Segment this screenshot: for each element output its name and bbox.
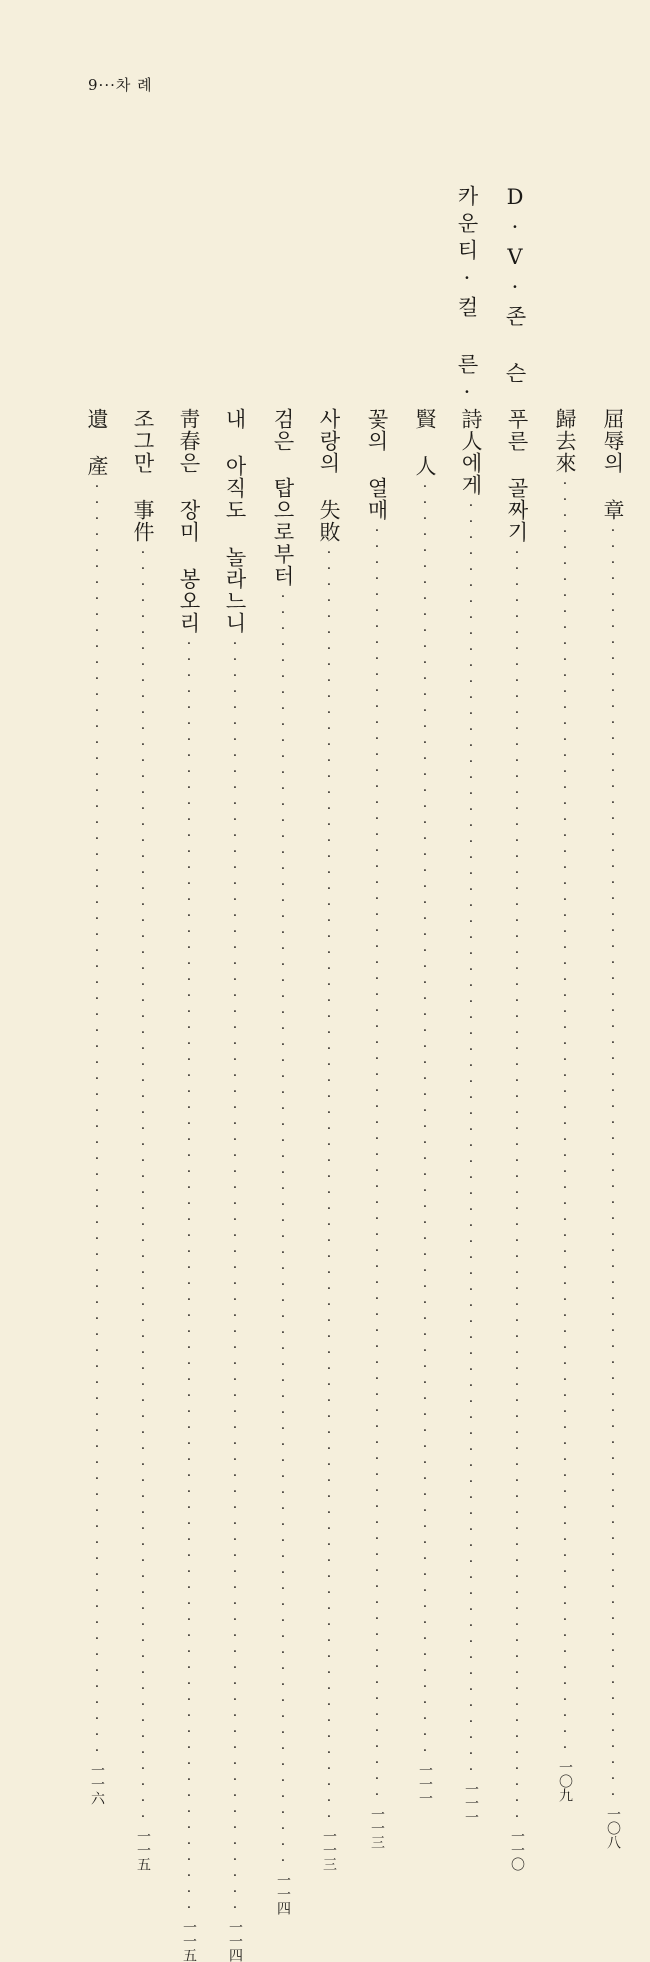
toc-entry-page: 一一六	[89, 1763, 105, 1805]
toc-entry-page: 一一三	[321, 1829, 337, 1871]
toc-entry	[174, 408, 204, 1962]
toc-entry	[410, 408, 440, 1805]
toc-entry-page: 一一〇	[509, 1829, 525, 1871]
header-dots: ···	[98, 76, 116, 94]
toc-entry	[502, 408, 532, 1871]
toc-entry-title: 靑春은 장미 봉오리	[177, 408, 201, 634]
author-name-1: D·V·존 슨	[503, 185, 527, 389]
toc-leader-dots: ················································································	[89, 479, 105, 1759]
toc-entry-page: 一一五	[181, 1920, 197, 1962]
toc-leader-dots: ················································································	[605, 523, 621, 1803]
toc-entry	[598, 408, 628, 1849]
toc-entry-title: 賢 人	[413, 408, 437, 477]
toc-entry	[362, 408, 392, 1849]
toc-leader-dots: ················································································	[509, 545, 525, 1825]
toc-entry-title: 詩人에게	[459, 408, 483, 496]
toc-entry-title: 遺 產	[85, 408, 109, 477]
toc-leader-dots: ················································································	[417, 479, 433, 1759]
toc-entry	[550, 408, 580, 1802]
toc-entry-title: 조그만 事件	[131, 408, 155, 543]
toc-leader-dots: ················································································	[463, 498, 479, 1778]
toc-entry	[128, 408, 158, 1871]
toc-entry	[314, 408, 344, 1871]
toc-entry-page: 一一三	[369, 1807, 385, 1849]
header-title: 차 례	[115, 76, 153, 94]
toc-entry	[456, 408, 486, 1824]
toc-leader-dots: ················································································	[275, 589, 291, 1869]
toc-entry-page: 一一一	[417, 1763, 433, 1805]
toc-entry-title: 歸去來	[553, 408, 577, 474]
toc-entry-title: 꽃의 열매	[365, 408, 389, 521]
bleed-through-text	[252, 195, 281, 223]
toc-entry-page: 一一四	[227, 1920, 243, 1962]
toc-entry-title: 사랑의 失敗	[317, 408, 341, 543]
toc-entry	[268, 408, 298, 1915]
toc-entry	[82, 408, 112, 1805]
author-name-2: 카운티·컬 른·	[455, 185, 479, 410]
toc-leader-dots: ················································································	[557, 476, 573, 1756]
page-number: 9	[88, 76, 99, 94]
toc-leader-dots: ················································································	[369, 523, 385, 1803]
toc-leader-dots: ················································································	[321, 545, 337, 1825]
toc-entry	[220, 408, 250, 1962]
toc-entry-page: 一〇八	[605, 1807, 621, 1849]
toc-entry-page: 一一四	[275, 1873, 291, 1915]
toc-entry-title: 검은 탑으로부터	[271, 408, 295, 587]
toc-leader-dots: ················································································	[227, 636, 243, 1916]
toc-leader-dots: ················································································	[181, 636, 197, 1916]
toc-entry-page: 一一一	[463, 1782, 479, 1824]
page-header	[88, 74, 153, 95]
toc-entry-title: 屈辱의 章	[601, 408, 625, 521]
toc-entry-title: 푸른 골짜기	[505, 408, 529, 543]
toc-entry-page: 一一五	[135, 1829, 151, 1871]
toc-entry-title: 내 아직도 놀라느니	[223, 408, 247, 634]
toc-leader-dots: ················································································	[135, 545, 151, 1825]
toc-entry-page: 一〇九	[557, 1760, 573, 1802]
